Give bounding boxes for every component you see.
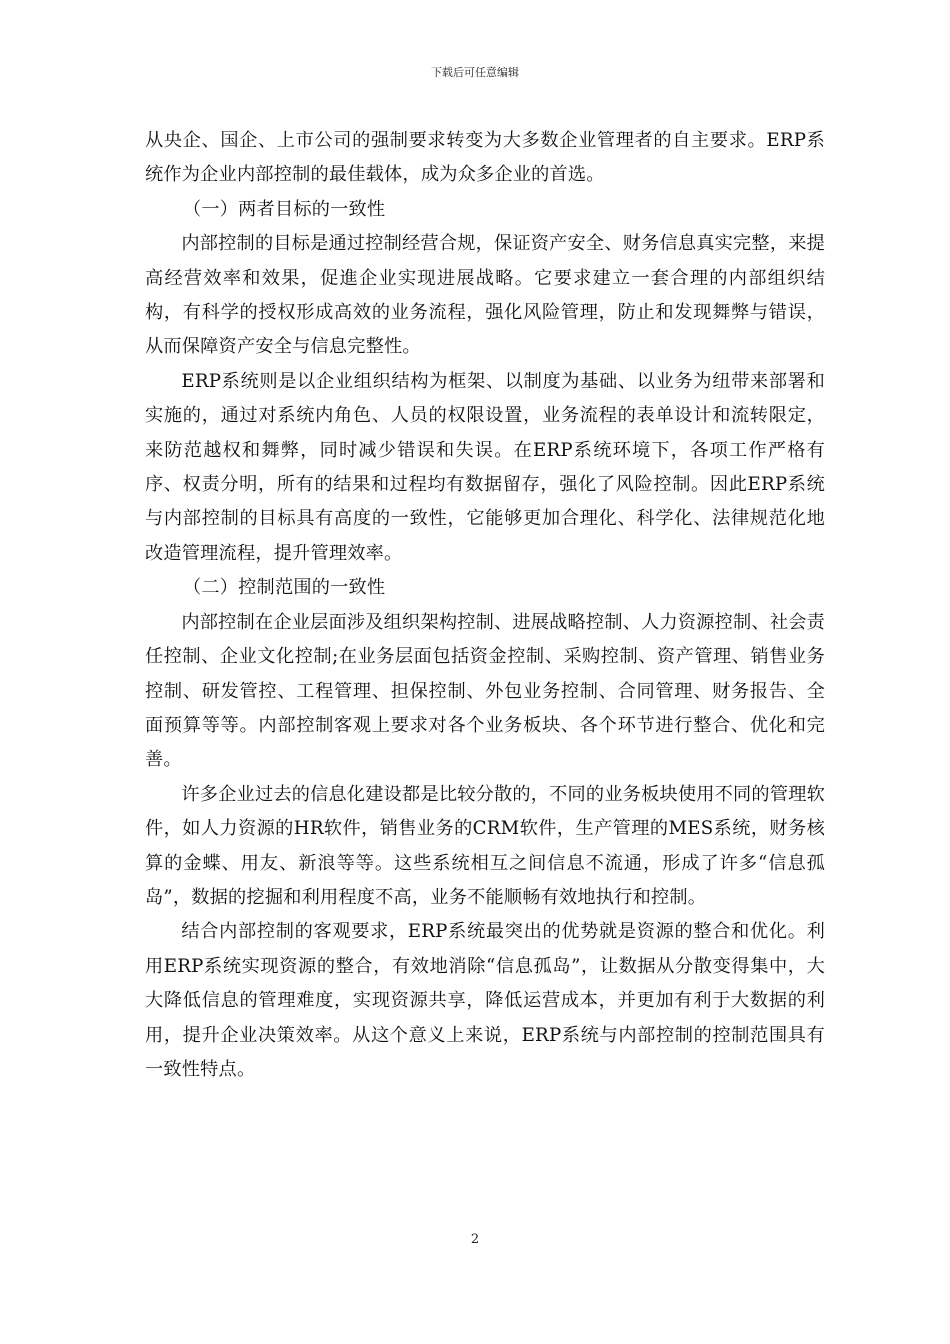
paragraph: 内部控制的目标是通过控制经营合规，保证资产安全、财务信息真实完整，来提高经营效率和效果，促進企业实现进展战略。它要求建立一套合理的内部组织结构，有科学的授权形成高效的业务流程，强化风险管理，防止和发现舞弊与错误，从而保障资产安全与信息完整性。 (145, 233, 825, 358)
paragraph-continuation: 从央企、国企、上市公司的强制要求转变为大多数企业管理者的自主要求。ERP系统作为企业内部控制的最佳载体，成为众多企业的首选。 (145, 130, 825, 186)
page-number: 2 (470, 1232, 480, 1247)
paragraph: 内部控制在企业层面涉及组织架构控制、进展战略控制、人力资源控制、社会责任控制、企业文化控制;在业务层面包括资金控制、采购控制、资产管理、销售业务控制、研发管控、工程管理、担保控制、外包业务控制、合同管理、财务报告、全面预算等等。内部控制客观上要求对各个业务板块、各个环节进行整合、优化和完善。 (145, 611, 825, 771)
paragraph: 结合内部控制的客观要求，ERP系统最突出的优势就是资源的整合和优化。利用ERP系统实现资源的整合，有效地消除“信息孤岛”，让数据从分散变得集中，大大降低信息的管理难度，实现资源共享，降低运营成本，并更加有利于大数据的利用，提升企业决策效率。从这个意义上来说，ERP系统与内部控制的控制范围具有一致性特点。 (145, 921, 825, 1080)
paragraph: 许多企业过去的信息化建设都是比较分散的，不同的业务板块使用不同的管理软件，如人力资源的HR软件，销售业务的CRM软件，生产管理的MES系统，财务核算的金蝶、用友、新浪等等。这些系统相互之间信息不流通，形成了许多“信息孤岛”，数据的挖掘和利用程度不高，业务不能顺畅有效地执行和控制。 (145, 783, 825, 908)
document-body (145, 124, 825, 1087)
section-heading-1: （一）两者目标的一致性 (183, 198, 386, 220)
paragraph: ERP系统则是以企业组织结构为框架、以制度为基础、以业务为纽带来部署和实施的，通过对系统内角色、人员的权限设置，业务流程的表单设计和流转限定，来防范越权和舞弊，同时减少错误和失误。在ERP系统环境下，各项工作严格有序、权责分明，所有的结果和过程均有数据留存，强化了风险控制。因此ERP系统与内部控制的目标具有高度的一致性，它能够更加合理化、科学化、法律规范化地改造管理流程，提升管理效率。 (145, 370, 825, 564)
page-header: 下载后可任意编辑 (431, 66, 519, 79)
section-heading-2: （二）控制范围的一致性 (183, 577, 386, 599)
